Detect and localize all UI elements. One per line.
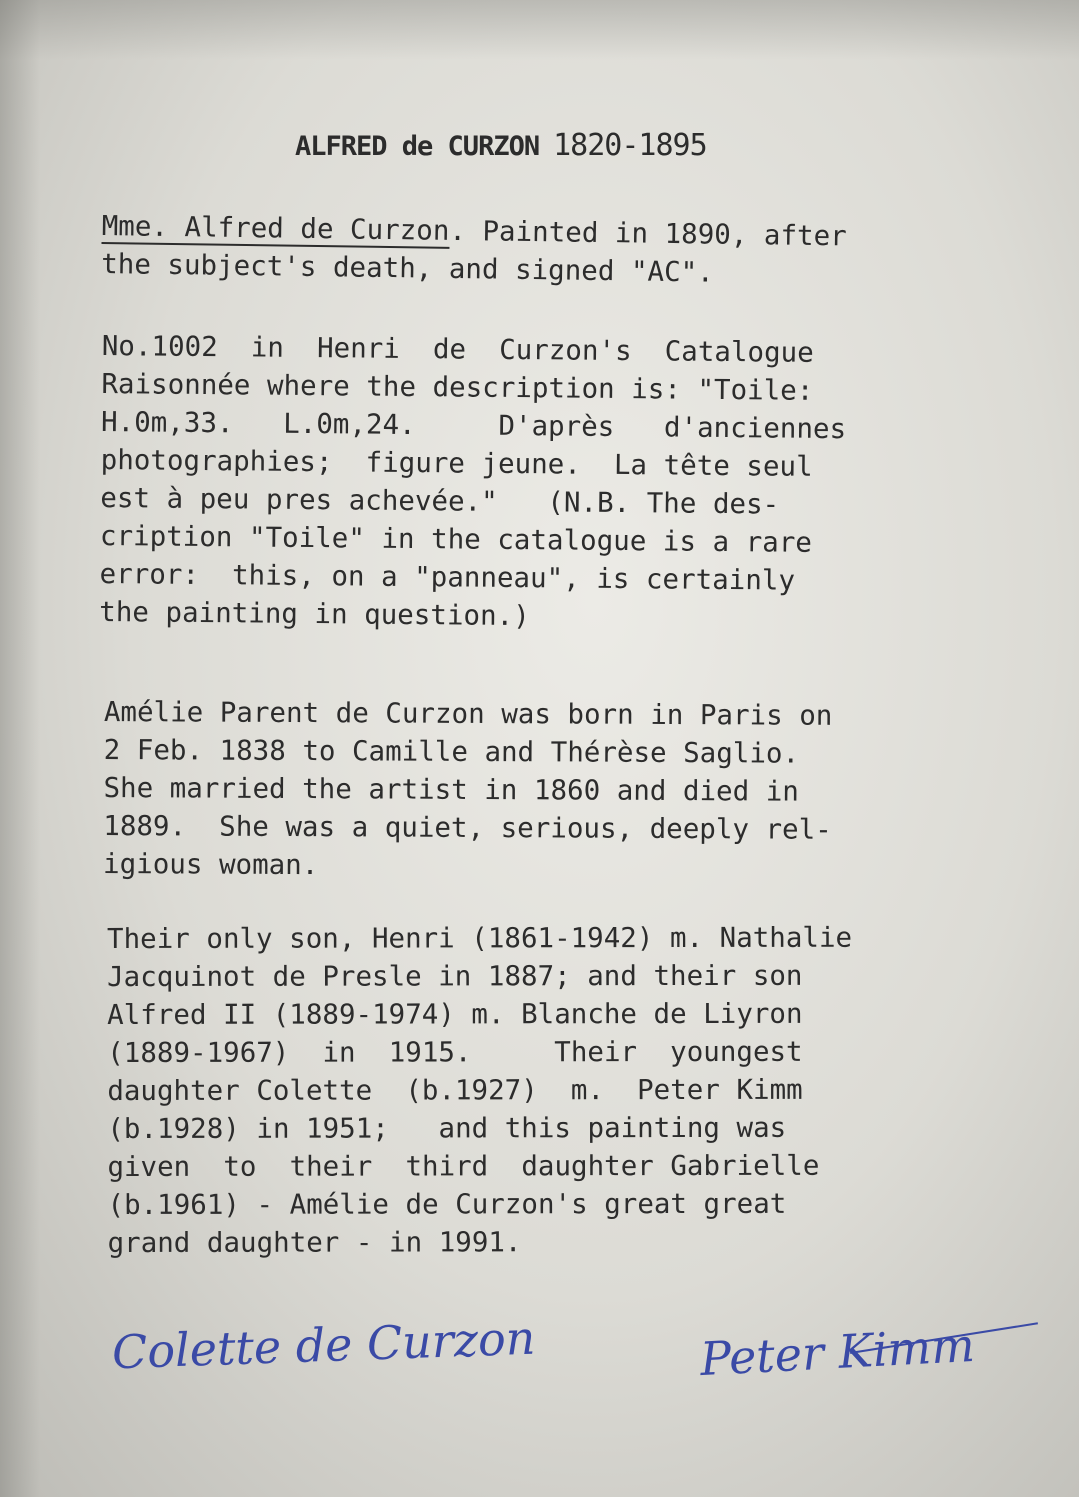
title-artist-years: 1820-1895 [553, 128, 707, 163]
document-title [295, 128, 707, 163]
provenance-line: (1889-1967) in 1915. Their youngest [107, 1035, 803, 1069]
page-shadow-top [0, 0, 1079, 60]
catalogue-line: the painting in question.) [99, 595, 530, 633]
signature-colette: Colette de Curzon [111, 1310, 537, 1380]
catalogue-line: Raisonnée where the description is: "Toile: [101, 367, 814, 407]
provenance-line: daughter Colette (b.1927) m. Peter Kimm [107, 1073, 803, 1107]
catalogue-line: error: this, on a "panneau", is certainly [99, 557, 796, 597]
paragraph-biography [103, 693, 832, 887]
catalogue-line: cription "Toile" in the catalogue is a rare [99, 519, 813, 559]
subject-name-underlined: Mme. Alfred de Curzon [101, 209, 450, 247]
title-artist-name: ALFRED de CURZON [295, 131, 540, 162]
provenance-line: Alfred II (1889-1974) m. Blanche de Liyron [107, 997, 803, 1031]
catalogue-line: H.0m,33. L.0m,24. D'après d'anciennes [100, 405, 847, 446]
provenance-line: (b.1961) - Amélie de Curzon's great great [107, 1187, 787, 1221]
subject-line1-rest: . Painted in 1890, after [449, 214, 847, 253]
biography-line: Amélie Parent de Curzon was born in Paris on [103, 695, 833, 732]
subject-line2: the subject's death, and signed "AC". [100, 247, 714, 289]
paragraph-provenance [107, 919, 853, 1262]
paragraph-subject [101, 207, 847, 293]
biography-line: igious woman. [103, 847, 319, 882]
provenance-line: (b.1928) in 1951; and this painting was [107, 1111, 787, 1145]
provenance-line: Jacquinot de Presle in 1887; and their son [107, 959, 803, 993]
provenance-line: grand daughter - in 1991. [107, 1226, 522, 1259]
page-shadow-left [0, 0, 40, 1497]
catalogue-line: photographies; figure jeune. La tête seul [100, 443, 813, 483]
signature-peter: Peter Kimm [698, 1317, 976, 1387]
biography-line: 1889. She was a quiet, serious, deeply rel- [103, 809, 832, 846]
provenance-line: given to their third daughter Gabrielle [107, 1149, 820, 1183]
paragraph-catalogue [99, 327, 847, 638]
biography-line: 2 Feb. 1838 to Camille and Thérèse Saglio. [103, 733, 800, 770]
biography-line: She married the artist in 1860 and died in [103, 771, 799, 808]
provenance-line: Their only son, Henri (1861-1942) m. Nathalie [107, 921, 853, 955]
catalogue-line: No.1002 in Henri de Curzon's Catalogue [101, 329, 814, 369]
catalogue-line: est à peu pres achevée." (N.B. The des- [100, 481, 780, 521]
